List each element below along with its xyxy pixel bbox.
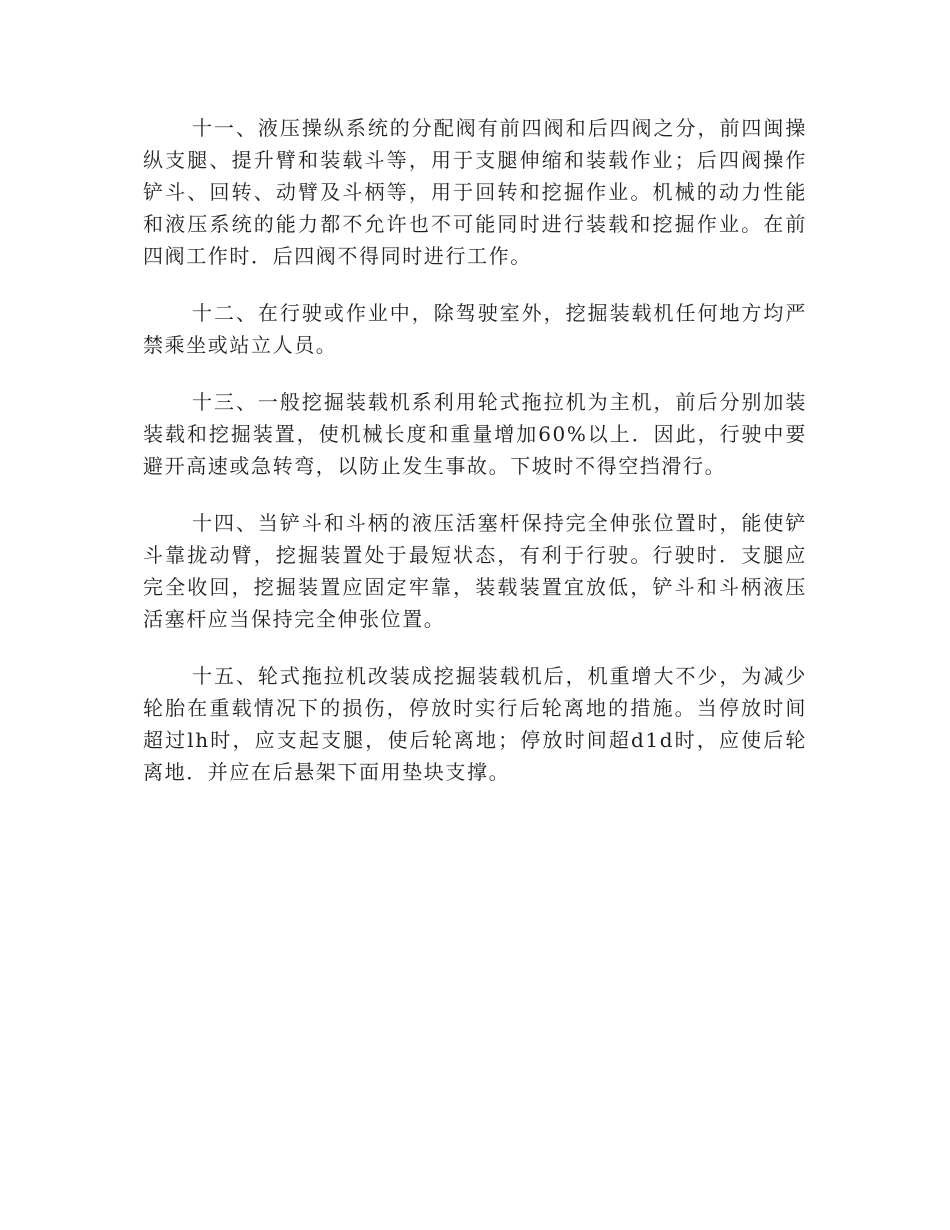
paragraph-14: 十四、当铲斗和斗柄的液压活塞杆保持完全伸张位置时，能使铲斗靠拢动臂，挖掘装置处于最短状态，有利于行驶。行驶时．支腿应完全收回，挖掘装置应固定牢靠，装载装置宜放低，铲斗和斗柄液压活塞杆应当保持完全伸张位置。 [143, 511, 807, 631]
paragraph-12: 十二、在行驶或作业中，除驾驶室外，挖掘装载机任何地方均严禁乘坐或站立人员。 [143, 301, 807, 357]
paragraph-15: 十五、轮式拖拉机改装成挖掘装载机后，机重增大不少，为减少轮胎在重载情况下的损伤，停放时实行后轮离地的措施。当停放时间超过lh时，应支起支腿，使后轮离地；停放时间超d1d时，应使后轮离地．并应在后悬架下面用垫块支撑。 [143, 664, 807, 784]
document-body [143, 112, 807, 813]
paragraph-11: 十一、液压操纵系统的分配阀有前四阀和后四阀之分，前四闽操纵支腿、提升臂和装载斗等，用于支腿伸缩和装载作业；后四阀操作铲斗、回转、动臂及斗柄等，用于回转和挖掘作业。机械的动力性能和液压系统的能力都不允许也不可能同时进行装载和挖掘作业。在前四阀工作时．后四阀不得同时进行工作。 [143, 116, 807, 268]
paragraph-13: 十三、一般挖掘装载机系利用轮式拖拉机为主机，前后分别加装装载和挖掘装置，使机械长度和重量增加60%以上．因此，行驶中要避开高速或急转弯，以防止发生事故。下坡时不得空挡滑行。 [143, 390, 807, 478]
